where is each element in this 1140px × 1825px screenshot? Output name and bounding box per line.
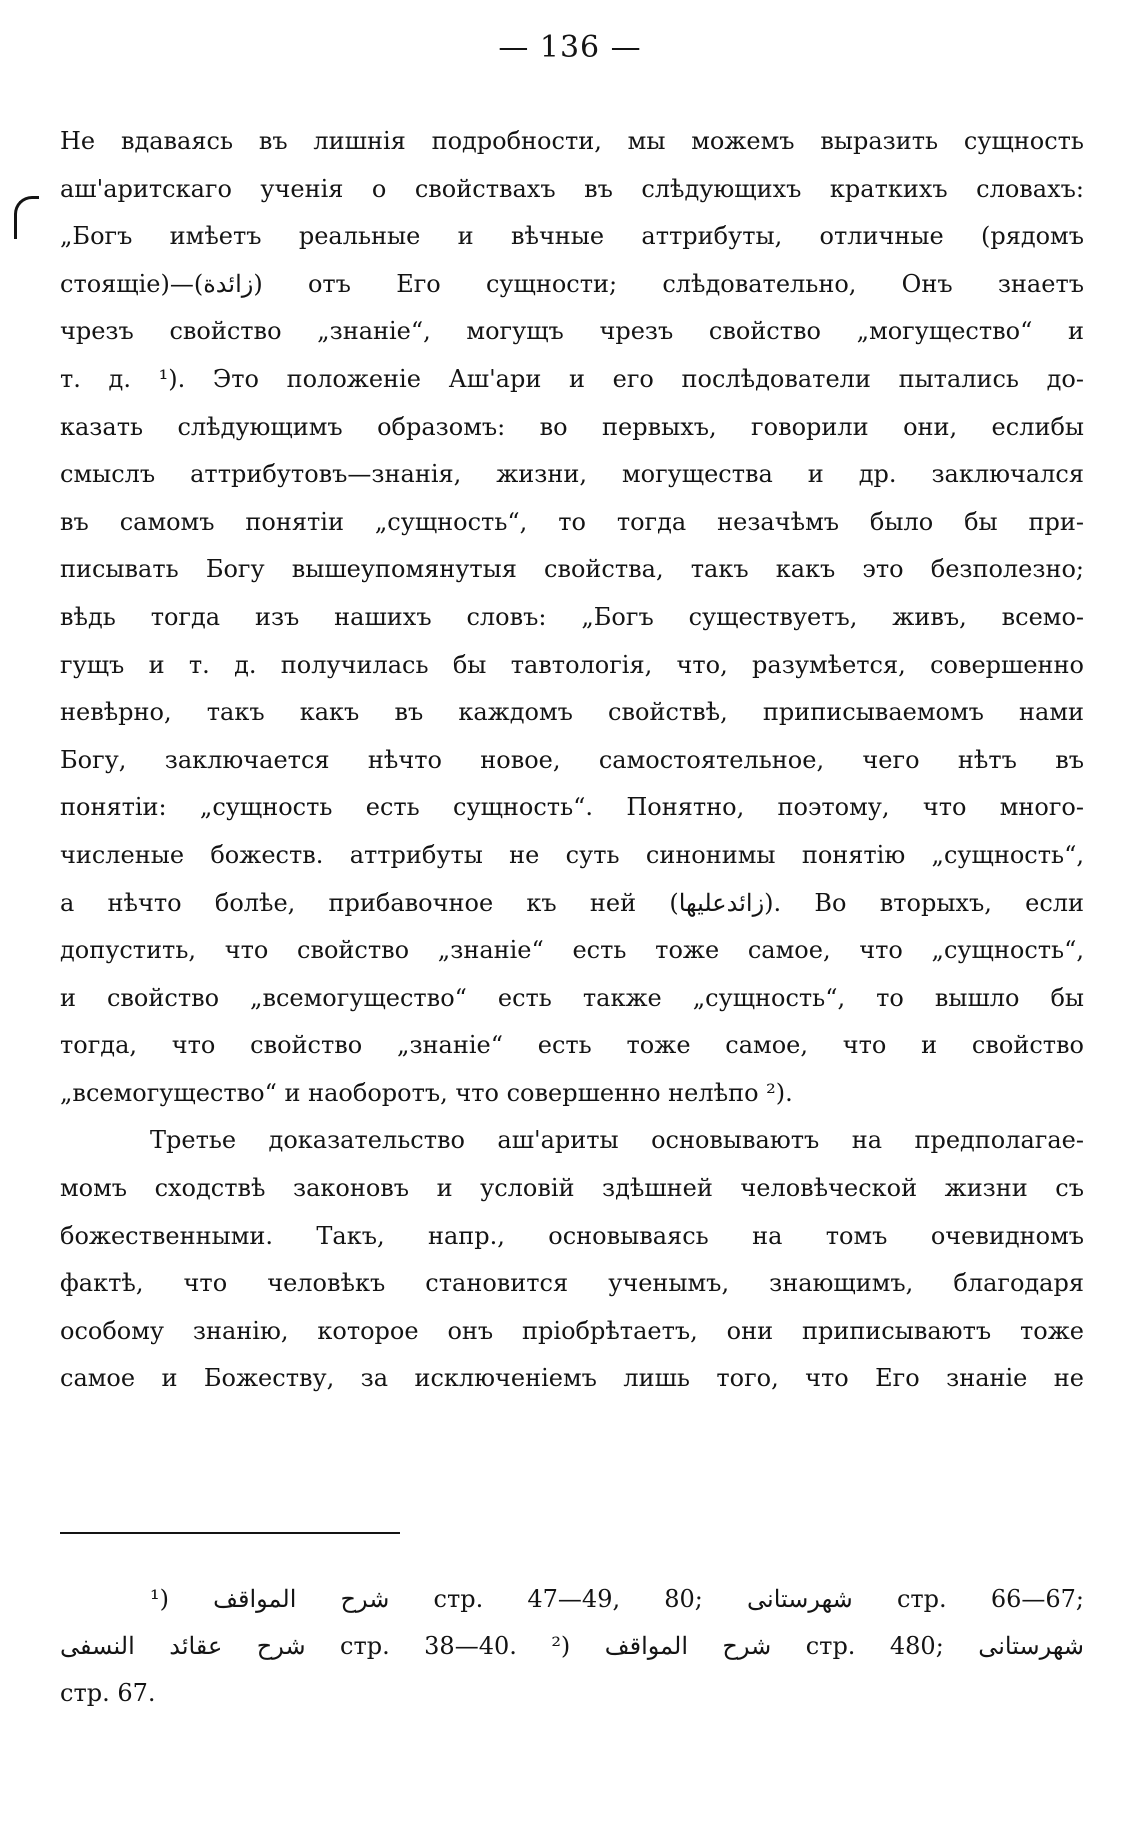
text-line: Богу, заключается нѣчто новое, самостоятельное, чего нѣтъ въ bbox=[60, 745, 1084, 774]
text-line: тогда, что свойство „знаніе“ есть тоже самое, что и свойство bbox=[60, 1031, 1084, 1060]
text-line: аш'аритскаго ученія о свойствахъ въ слѣдующихъ краткихъ словахъ: bbox=[60, 174, 1084, 203]
footnotes bbox=[60, 1576, 1084, 1717]
text-line: писывать Богу вышеупомянутыя свойства, такъ какъ это безполезно; bbox=[60, 555, 1084, 584]
text-line: особому знанію, которое онъ пріобрѣтаетъ, они приписываютъ тоже bbox=[60, 1316, 1084, 1345]
text-line: „всемогущество“ и наоборотъ, что совершенно нелѣпо ²). bbox=[60, 1078, 793, 1107]
body-text bbox=[60, 118, 1084, 1403]
text-line: вѣдь тогда изъ нашихъ словъ: „Богъ существуетъ, живъ, всемо- bbox=[60, 602, 1084, 631]
text-line: чрезъ свойство „знаніе“, могущъ чрезъ свойство „могущество“ и bbox=[60, 317, 1084, 346]
footnote-line: ¹) شرح المواقف стр. 47—49, 80; شهرستانى стр. 66—67; bbox=[150, 1585, 1084, 1613]
page-number: — 136 — bbox=[498, 30, 642, 65]
text-line: т. д. ¹). Это положеніе Аш'ари и его послѣдователи пытались до- bbox=[60, 364, 1084, 393]
text-line: а нѣчто болѣе, прибавочное къ ней (زائدعليها). Во вторыхъ, если bbox=[60, 888, 1084, 917]
text-line: стоящіе)—(زائدة) отъ Его сущности; слѣдовательно, Онъ знаетъ bbox=[60, 269, 1084, 298]
footnote-line: شرح عقائد النسفى стр. 38—40. ²) شرح المواقف стр. 480; شهرستانى bbox=[60, 1632, 1084, 1660]
text-line: и свойство „всемогущество“ есть также „сущность“, то вышло бы bbox=[60, 983, 1084, 1012]
margin-mark bbox=[14, 196, 39, 239]
text-line: момъ сходствѣ законовъ и условій здѣшней человѣческой жизни съ bbox=[60, 1174, 1084, 1203]
text-line: гущъ и т. д. получилась бы тавтологія, что, разумѣется, совершенно bbox=[60, 650, 1084, 679]
text-line: божественными. Такъ, напр., основываясь на томъ очевидномъ bbox=[60, 1221, 1084, 1250]
text-line: Третье доказательство аш'ариты основываютъ на предполагае- bbox=[150, 1126, 1084, 1155]
text-line: Не вдаваясь въ лишнія подробности, мы можемъ выразить сущность bbox=[60, 127, 1084, 155]
text-line: численые божеств. аттрибуты не суть синонимы понятію „сущность“, bbox=[60, 840, 1084, 869]
text-line: самое и Божеству, за исключеніемъ лишь того, что Его знаніе не bbox=[60, 1364, 1084, 1393]
text-line: допустить, что свойство „знаніе“ есть тоже самое, что „сущность“, bbox=[60, 936, 1084, 965]
text-line: „Богъ имѣетъ реальные и вѣчные аттрибуты, отличные (рядомъ bbox=[60, 222, 1084, 251]
text-line: казать слѣдующимъ образомъ: во первыхъ, говорили они, еслибы bbox=[60, 412, 1084, 441]
footnote-line: стр. 67. bbox=[60, 1679, 156, 1707]
text-line: смыслъ аттрибутовъ—знанія, жизни, могущества и др. заключался bbox=[60, 460, 1084, 489]
text-line: невѣрно, такъ какъ въ каждомъ свойствѣ, приписываемомъ нами bbox=[60, 698, 1084, 727]
text-line: фактѣ, что человѣкъ становится ученымъ, знающимъ, благодаря bbox=[60, 1269, 1084, 1298]
text-line: въ самомъ понятіи „сущность“, то тогда незачѣмъ было бы при- bbox=[60, 507, 1084, 536]
footnote-rule bbox=[60, 1532, 400, 1534]
text-line: понятіи: „сущность есть сущность“. Понятно, поэтому, что много- bbox=[60, 793, 1084, 822]
